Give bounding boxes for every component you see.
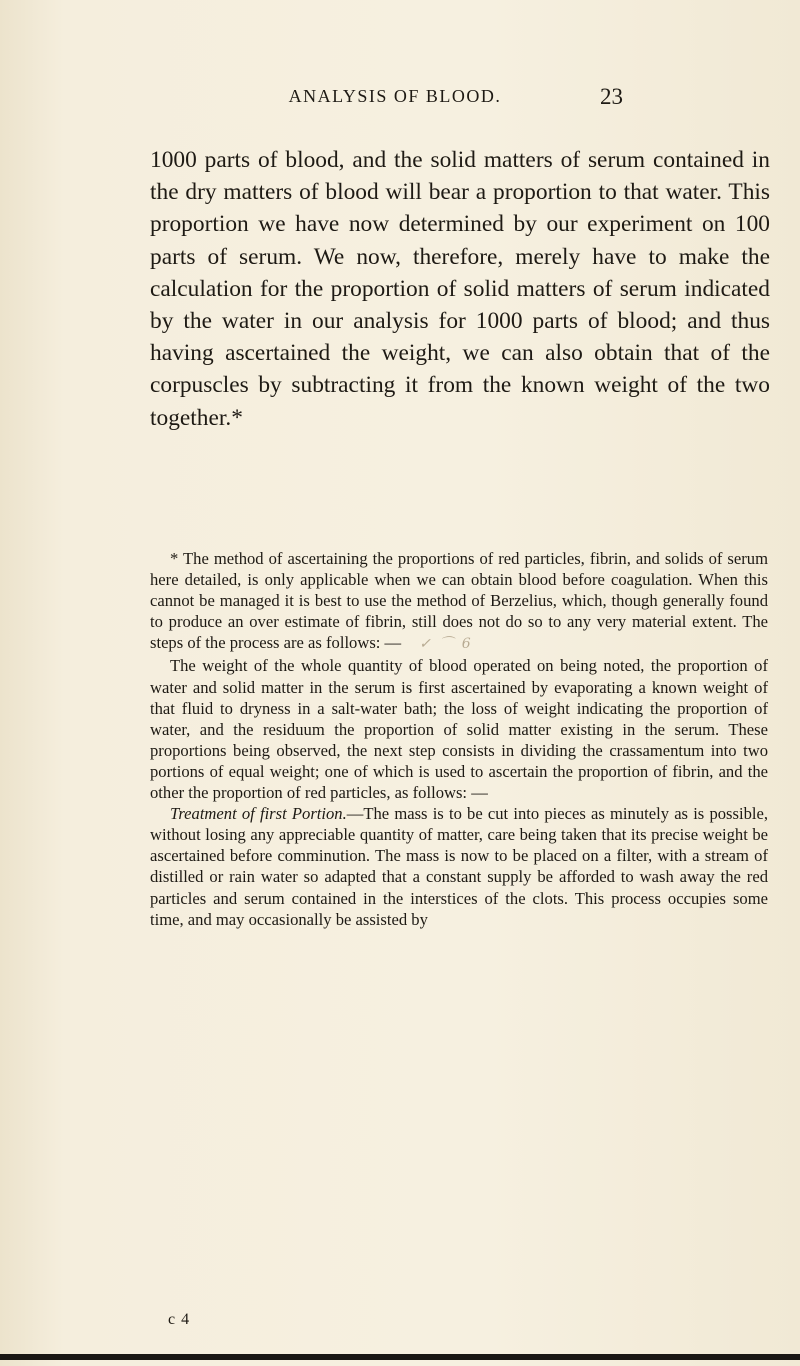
footnote-paragraph: The weight of the whole quantity of blood operated on being noted, the proportion of water and solid matter in the serum is first ascertained by evaporating a known weight of that fluid to dryness in a salt-water bath; the loss of weight indicating the proportion of water, and the residuum the proportion of solid matter existing in the serum. These proportions being observed, the next step consists in dividing the crassamentum into two portions of equal weight; one of which is used to ascertain the proportion of fibrin, and the other the proportion of red particles, as follows: —	[150, 656, 768, 803]
footnote	[150, 548, 768, 930]
bottom-rule	[0, 1354, 800, 1360]
page-number: 23	[600, 84, 623, 109]
running-head	[0, 86, 800, 116]
body-paragraph: 1000 parts of blood, and the solid matters of serum contained in the dry matters of blood will bear a proportion to that water. This proportion we have now determined by our experiment on 100 parts of serum. We now, therefore, merely have to make the calculation for the proportion of solid matters of serum indicated by the water in our analysis for 1000 parts of blood; and thus having ascertained the weight, we can also obtain that of the corpuscles by subtracting it from the known weight of the two together.*	[150, 147, 770, 431]
footnote-text: —The mass is to be cut into pieces as minutely as is possible, without losing any appreciable quantity of matter, care being taken that its precise weight be ascertained before comminution. The mass is now to be placed on a filter, with a stream of distilled or rain water so adapted that a constant supply be afforded to wash away the red particles and serum contained in the interstices of the clots. This process occupies some time, and may occasionally be assisted by	[150, 804, 768, 929]
footnote-paragraph	[150, 548, 768, 655]
section-heading-italic: Treatment of first Portion.	[170, 804, 347, 824]
footnote-text: * The method of ascertaining the proportions of red particles, fibrin, and solids of serum here detailed, is only applicable when we can obtain blood before coagulation. When this cannot be managed it is best to use the method of Berzelius, which, though generally found to produce an over estimate of fibrin, still does not do so to any very material extent. The steps of the process are as follows: —	[150, 549, 768, 653]
footnote-paragraph	[150, 803, 768, 930]
signature-mark: c 4	[168, 1311, 191, 1328]
pencil-annotation: ✓ ⌒ 6	[419, 636, 473, 653]
running-title: ANALYSIS OF BLOOD.	[288, 86, 502, 106]
